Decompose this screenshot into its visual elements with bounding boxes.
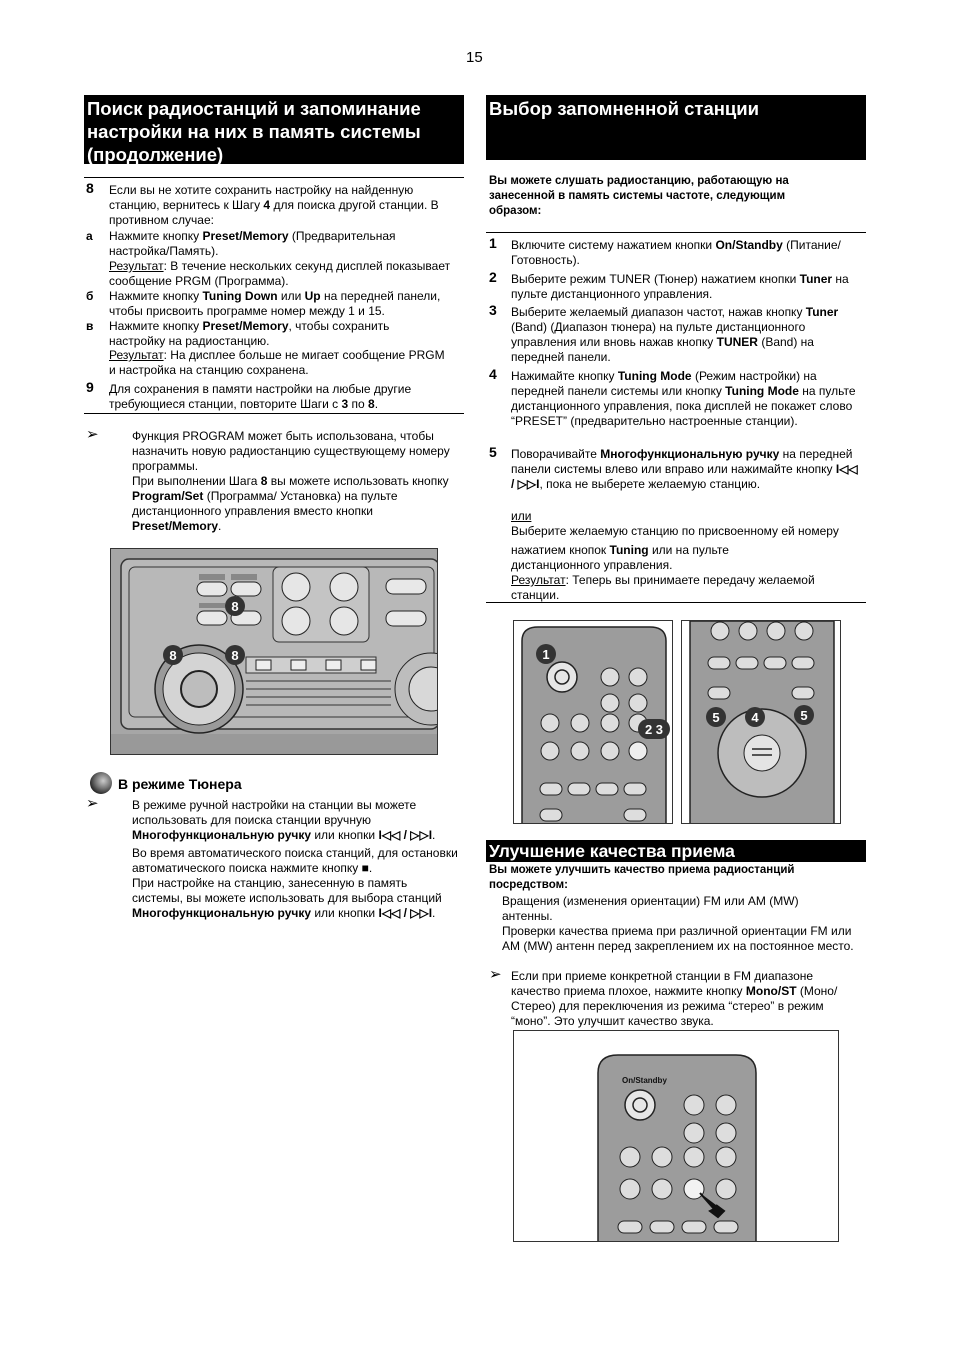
front-panel-drawing — [111, 549, 438, 755]
step-5-alt3: дистанционного управления. — [511, 558, 673, 572]
step-number: 4 — [489, 366, 497, 382]
improve-point-1: Вращения (изменения ориентации) FM или AM (MW) антенны. — [502, 894, 799, 923]
note-arrow-icon: ➢ — [86, 795, 99, 812]
note-text-2: При выполнении Шага 8 вы можете использовать кнопку Program/Set (Программа/ Установка) на пульте дистанционного управления вместо кнопки Preset/Memory. — [132, 474, 449, 533]
improve-section-title: Улучшение качества приема — [486, 840, 866, 862]
step-number: 3 — [489, 302, 497, 318]
remote-label: On/Standby — [622, 1076, 667, 1085]
callout-label: 2 3 — [644, 722, 664, 737]
tuner-bullet-icon — [90, 772, 112, 794]
step-number: 5 — [489, 444, 497, 460]
front-panel-illustration — [110, 548, 438, 755]
improve-intro: Вы можете улучшить качество приема радиостанций посредством: — [489, 864, 795, 891]
callout-label: 8 — [231, 599, 239, 614]
step-5-alt2: нажатием кнопок Tuning или на пульте — [511, 543, 729, 557]
step-8-text: Если вы не хотите сохранить настройку на найденную станцию, вернитесь к Шагу 4 для поиска другой станции. В противном случае: — [109, 183, 439, 227]
substep-a-text: Нажмите кнопку Preset/Memory (Предварительная настройка/Память). — [109, 229, 396, 258]
divider — [486, 232, 866, 233]
divider — [486, 602, 866, 603]
tuner-text-1: В режиме ручной настройки на станции вы можете использовать для поиска станции вручную Многофункциональную ручку или кнопки I◁◁ / ▷▷I. — [132, 798, 436, 842]
step-number: 9 — [86, 379, 94, 395]
page-number: 15 — [466, 49, 483, 66]
substep-b-text: Нажмите кнопку Tuning Down или Up на передней панели, чтобы присвоить программе номер между 1 и 15. — [109, 289, 441, 318]
improve-point-2: Проверки качества приема при различной ориентации FM или AM (MW) антенн перед закреплением их на постоянное место. — [502, 924, 854, 953]
tuner-text-2: Во время автоматического поиска станций, для остановки автоматического поиска нажмите кнопку ■. — [132, 846, 458, 875]
callout-label: 5 — [800, 708, 808, 723]
step-number: 2 — [489, 269, 497, 285]
step-5-text: Поворачивайте Многофункциональную ручку на передней панели системы влево или вправо или нажимайте кнопку I◁◁ / ▷▷I, пока не выберете желаемую станцию. — [511, 447, 858, 491]
step-9-text: Для сохранения в памяти настройки на любые другие требующиеся станции, повторите Шаги с 3 по 8. — [109, 382, 412, 411]
remote-drawing-3 — [514, 1031, 839, 1242]
left-section-title: Поиск радиостанций и запоминание настройки на них в память системы (продолжение) — [84, 95, 464, 164]
note-arrow-icon: ➢ — [489, 966, 502, 983]
substep-a-result: Результат: В течение нескольких секунд дисплей показывает сообщение PRGM (Программа). — [109, 259, 451, 288]
note-text-1: Функция PROGRAM может быть использована, чтобы назначить новую радиостанцию существующему номеру программы. — [132, 429, 450, 473]
remote-drawing-1 — [514, 621, 673, 824]
callout-label: 8 — [169, 648, 177, 663]
step-3-text: Выберите желаемый диапазон частот, нажав кнопку Tuner (Band) (Диапазон тюнера) на пульте дистанционного управления или вновь нажав кнопку TUNER (Band) на передней панели. — [511, 305, 839, 364]
note-arrow-icon: ➢ — [86, 426, 99, 443]
divider — [84, 177, 464, 178]
substep-letter: в — [86, 319, 94, 333]
improve-note: Если при приеме конкретной станции в FM диапазоне качество приема плохое, нажмите кнопку Mono/ST (Моно/Стерео) для переключения из режима “стерео” в режим “моно”. Это улучшит качество звука. — [511, 969, 838, 1028]
right-section-title: Выбор запомненной станции — [486, 95, 866, 160]
step-1-text: Включите систему нажатием кнопки On/Standby (Питание/ Готовность). — [511, 238, 841, 267]
step-number: 8 — [86, 180, 94, 196]
callout-label: 1 — [542, 647, 550, 662]
step-4-text: Нажимайте кнопку Tuning Mode (Режим настройки) на передней панели системы или кнопку Tuning Mode на пульте дистанционного управления, пока дисплей не покажет слово “PRESET” (предварительно настроенные станции). — [511, 369, 856, 428]
remote-drawing-2 — [682, 621, 841, 824]
remote-illustration-3 — [513, 1030, 839, 1242]
substep-v-text: Нажмите кнопку Preset/Memory, чтобы сохранить настройку на радиостанцию. — [109, 319, 390, 348]
callout-label: 5 — [712, 710, 720, 725]
tuner-text-3: При настройке на станцию, занесенную в память системы, вы можете использовать для выбора станций Многофункциональную ручку или кнопки I◁◁ / ▷▷I. — [132, 876, 442, 920]
remote-illustration-2 — [681, 620, 841, 824]
substep-letter: а — [86, 229, 93, 243]
divider — [84, 413, 464, 414]
remote-illustration-1 — [513, 620, 673, 824]
step-5-alt: Выберите желаемую станцию по присвоенному ей номеру — [511, 524, 839, 538]
step-number: 1 — [489, 235, 497, 251]
tuner-mode-title: В режиме Тюнера — [118, 776, 242, 792]
callout-label: 8 — [231, 648, 239, 663]
substep-v-result: Результат: На дисплее больше не мигает сообщение PRGM и настройка на станцию сохранена. — [109, 348, 445, 377]
substep-letter: б — [86, 289, 94, 303]
section-intro: Вы можете слушать радиостанцию, работающую на занесенной в память системы частоте, следующим образом: — [489, 175, 789, 217]
callout-label: 4 — [751, 710, 759, 725]
step-2-text: Выберите режим TUNER (Тюнер) нажатием кнопки Tuner на пульте дистанционного управления. — [511, 272, 849, 301]
step-5-result: Результат: Теперь вы принимаете передачу желаемой станции. — [511, 573, 815, 602]
step-5-or: или — [511, 509, 532, 523]
